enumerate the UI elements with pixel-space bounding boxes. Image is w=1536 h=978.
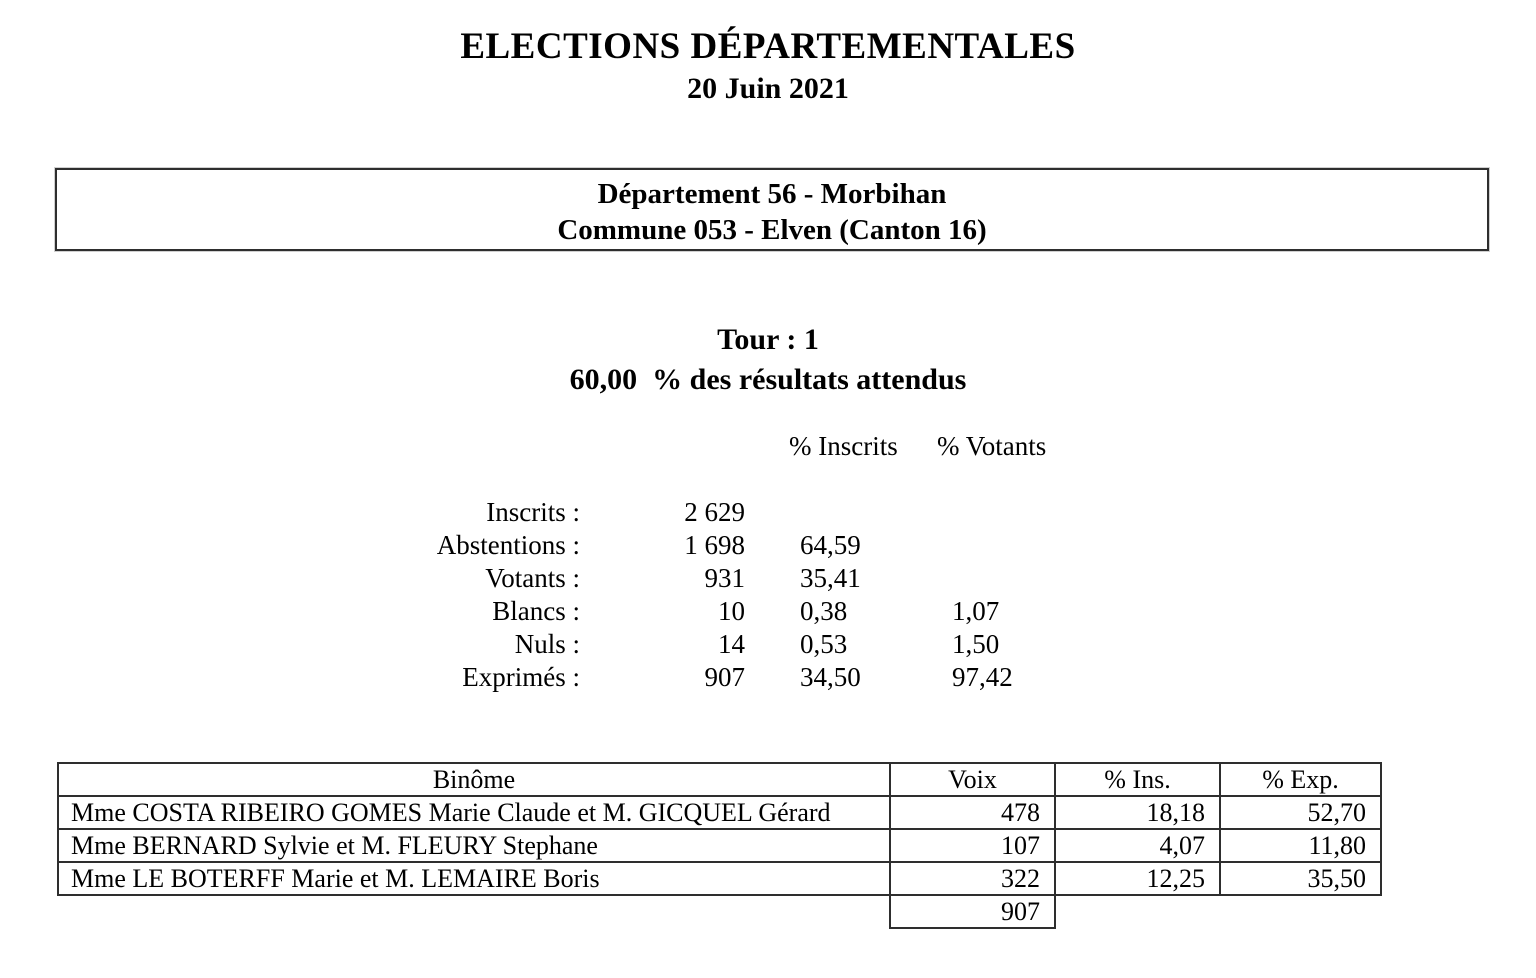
candidate-voix: 322 (890, 862, 1055, 895)
election-report-page (0, 25, 1536, 978)
candidate-pct-exp: 35,50 (1220, 862, 1381, 895)
stat-row-votants (0, 562, 1065, 595)
candidate-voix: 478 (890, 796, 1055, 829)
candidate-binome: Mme LE BOTERFF Marie et M. LEMAIRE Boris (58, 862, 890, 895)
candidate-binome: Mme COSTA RIBEIRO GOMES Marie Claude et M. GICQUEL Gérard (58, 796, 890, 829)
stat-pct-votants (905, 562, 1065, 595)
candidate-pct-ins: 12,25 (1055, 862, 1220, 895)
results-header-row (58, 763, 1381, 796)
col-header-pct-exp: % Exp. (1220, 763, 1381, 796)
participation-col-votants: % Votants (937, 431, 1047, 461)
total-row (58, 895, 1381, 928)
participation-header-row (0, 431, 1065, 496)
results-table (57, 762, 1382, 929)
department-line: Département 56 - Morbihan (597, 178, 947, 210)
tour-round: Tour : 1 (717, 323, 819, 356)
commune-line: Commune 053 - Elven (Canton 16) (557, 214, 987, 246)
stat-pct-inscrits: 34,50 (800, 662, 861, 692)
stat-row-inscrits (0, 496, 1065, 529)
stat-label: Inscrits : (486, 497, 580, 527)
candidate-pct-ins: 4,07 (1055, 829, 1220, 862)
department-box (55, 168, 1489, 251)
col-header-pct-ins: % Ins. (1055, 763, 1220, 796)
stat-pct-votants: 1,50 (952, 629, 1000, 659)
candidate-voix: 107 (890, 829, 1055, 862)
participation-stats (0, 431, 1065, 694)
stat-pct-inscrits: 64,59 (800, 530, 861, 560)
tour-progress: 60,00 % des résultats attendus (569, 363, 967, 396)
col-header-binome: Binôme (58, 763, 890, 796)
stat-row-nuls (0, 628, 1065, 661)
participation-col-inscrits: % Inscrits (789, 431, 898, 461)
stat-row-abstentions (0, 529, 1065, 562)
stat-value: 931 (704, 563, 745, 593)
stat-value: 14 (718, 629, 745, 659)
stat-label: Abstentions : (436, 530, 580, 560)
candidate-binome: Mme BERNARD Sylvie et M. FLEURY Stephane (58, 829, 890, 862)
stat-label: Exprimés : (462, 662, 580, 692)
stat-pct-votants: 97,42 (952, 662, 1013, 692)
stat-row-exprimes (0, 661, 1065, 694)
table-row (58, 862, 1381, 895)
candidate-pct-ins: 18,18 (1055, 796, 1220, 829)
page-date: 20 Juin 2021 (687, 72, 849, 105)
stat-value: 907 (704, 662, 745, 692)
stat-label: Votants : (485, 563, 580, 593)
total-voix: 907 (890, 895, 1055, 928)
candidate-pct-exp: 11,80 (1220, 829, 1381, 862)
stat-value: 2 629 (684, 497, 745, 527)
stat-label: Nuls : (514, 629, 580, 659)
tour-block (0, 320, 1536, 400)
page-title: ELECTIONS DÉPARTEMENTALES (460, 26, 1076, 67)
table-row (58, 829, 1381, 862)
stat-value: 1 698 (684, 530, 745, 560)
stat-pct-votants (905, 496, 1065, 529)
col-header-voix: Voix (890, 763, 1055, 796)
candidate-pct-exp: 52,70 (1220, 796, 1381, 829)
stat-label: Blancs : (492, 596, 580, 626)
stat-pct-inscrits: 0,53 (800, 629, 848, 659)
stat-row-blancs (0, 595, 1065, 628)
stat-pct-votants (905, 529, 1065, 562)
stat-value: 10 (718, 596, 745, 626)
stat-pct-inscrits (745, 496, 905, 529)
table-row (58, 796, 1381, 829)
stat-pct-inscrits: 35,41 (800, 563, 861, 593)
stat-pct-votants: 1,07 (952, 596, 1000, 626)
stat-pct-inscrits: 0,38 (800, 596, 848, 626)
